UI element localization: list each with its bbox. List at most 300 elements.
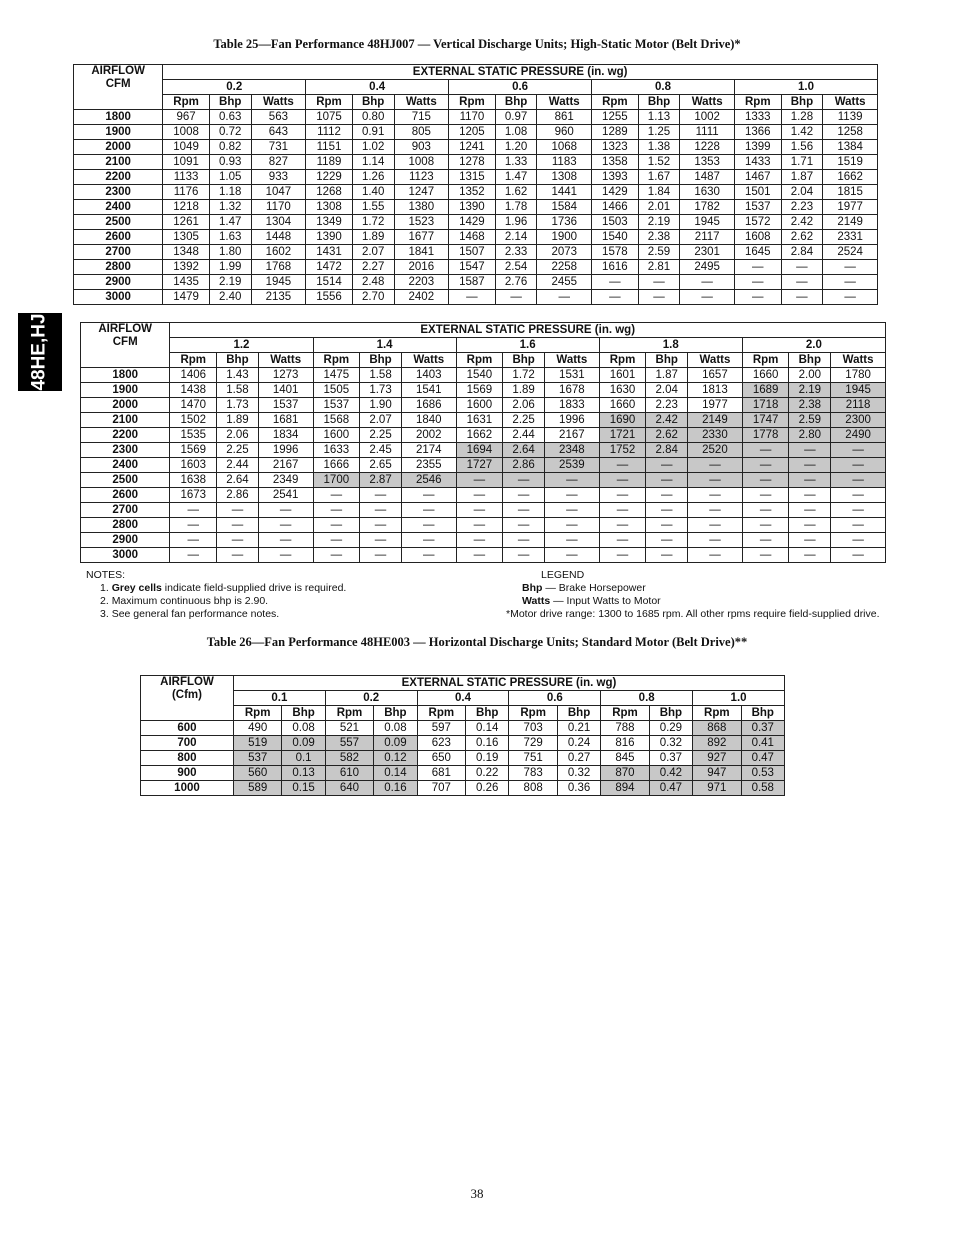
data-cell: 2300: [831, 413, 886, 428]
data-cell: 1268: [306, 185, 353, 200]
data-cell: 1.78: [495, 200, 537, 215]
column-header: Bhp: [360, 353, 402, 368]
table-row: [74, 110, 878, 125]
data-cell: 2330: [688, 428, 743, 443]
data-cell: —: [592, 290, 639, 305]
data-cell: —: [503, 488, 545, 503]
data-cell: 2.38: [638, 230, 680, 245]
data-cell: 1278: [449, 155, 496, 170]
data-cell: —: [781, 260, 823, 275]
data-cell: 0.26: [466, 781, 509, 796]
data-cell: —: [742, 533, 789, 548]
data-cell: 2.81: [638, 260, 680, 275]
airflow-cell: 2400: [74, 200, 163, 215]
data-cell: 2402: [394, 290, 449, 305]
data-cell: 1.25: [638, 125, 680, 140]
data-cell: 1630: [599, 383, 646, 398]
column-header: Rpm: [734, 95, 781, 110]
data-cell: 597: [417, 721, 465, 736]
data-cell: 2524: [823, 245, 878, 260]
data-cell: 1.89: [217, 413, 259, 428]
data-cell: 1.62: [495, 185, 537, 200]
data-cell: 1.58: [360, 368, 402, 383]
data-cell: 1241: [449, 140, 496, 155]
data-cell: 0.82: [209, 140, 251, 155]
airflow-label: AIRFLOW: [91, 65, 145, 77]
airflow-header: [74, 65, 163, 110]
table-row: [81, 368, 886, 383]
note-number: 3.: [100, 608, 112, 620]
data-cell: 1479: [163, 290, 210, 305]
data-cell: 1170: [251, 200, 306, 215]
data-cell: —: [313, 503, 360, 518]
cfm-label: CFM: [112, 336, 138, 348]
data-cell: 1945: [831, 383, 886, 398]
table-row: [81, 443, 886, 458]
data-cell: 1.02: [352, 140, 394, 155]
table-row: [81, 383, 886, 398]
airflow-cell: 600: [141, 721, 234, 736]
data-cell: 1392: [163, 260, 210, 275]
column-header: Bhp: [741, 706, 784, 721]
note-text: See general fan performance notes.: [111, 608, 280, 620]
data-cell: 1501: [734, 185, 781, 200]
data-cell: 1736: [537, 215, 592, 230]
data-cell: 1.72: [352, 215, 394, 230]
data-cell: 0.09: [374, 736, 417, 751]
data-cell: 1638: [170, 473, 217, 488]
data-cell: 1189: [306, 155, 353, 170]
note-text: Maximum continuous bhp is 2.90.: [111, 595, 269, 607]
data-cell: 1.08: [495, 125, 537, 140]
column-header: Bhp: [781, 95, 823, 110]
column-header: Bhp: [217, 353, 259, 368]
data-cell: 1523: [394, 215, 449, 230]
data-cell: 861: [537, 110, 592, 125]
notes-heading: NOTES:: [86, 569, 126, 581]
data-cell: —: [831, 488, 886, 503]
data-cell: —: [646, 488, 688, 503]
data-cell: 1666: [313, 458, 360, 473]
data-cell: —: [789, 488, 831, 503]
data-cell: 1569: [170, 443, 217, 458]
data-cell: 1.99: [209, 260, 251, 275]
data-cell: —: [503, 473, 545, 488]
data-cell: 1384: [823, 140, 878, 155]
data-cell: 1.40: [352, 185, 394, 200]
data-cell: 1.67: [638, 170, 680, 185]
data-cell: 0.15: [282, 781, 325, 796]
airflow-cell: 2800: [74, 260, 163, 275]
data-cell: 1645: [734, 245, 781, 260]
data-cell: 1.28: [781, 110, 823, 125]
data-cell: 2541: [258, 488, 313, 503]
legend-item: [522, 582, 886, 595]
column-header: Rpm: [170, 353, 217, 368]
data-cell: 2117: [680, 230, 735, 245]
data-cell: 1047: [251, 185, 306, 200]
airflow-cell: 2100: [81, 413, 170, 428]
airflow-cell: 2500: [81, 473, 170, 488]
data-cell: 1662: [456, 428, 503, 443]
data-cell: —: [688, 503, 743, 518]
data-cell: 1768: [251, 260, 306, 275]
data-cell: —: [401, 548, 456, 563]
data-cell: 1393: [592, 170, 639, 185]
data-cell: 1353: [680, 155, 735, 170]
data-cell: 1630: [680, 185, 735, 200]
esp-header: EXTERNAL STATIC PRESSURE (in. wg): [170, 323, 886, 338]
table-row: [74, 245, 878, 260]
column-header: Bhp: [503, 353, 545, 368]
airflow-cell: 700: [141, 736, 234, 751]
legend-term: Bhp: [522, 582, 543, 594]
data-cell: 0.13: [282, 766, 325, 781]
data-cell: 960: [537, 125, 592, 140]
data-cell: —: [734, 290, 781, 305]
data-cell: —: [456, 518, 503, 533]
data-cell: 2.59: [638, 245, 680, 260]
column-header: Watts: [401, 353, 456, 368]
data-cell: 0.63: [209, 110, 251, 125]
data-cell: 0.80: [352, 110, 394, 125]
data-cell: 1540: [592, 230, 639, 245]
table25-notes: [86, 569, 346, 621]
data-cell: 1403: [401, 368, 456, 383]
data-cell: 1431: [306, 245, 353, 260]
data-cell: 1008: [394, 155, 449, 170]
column-header: Bhp: [352, 95, 394, 110]
data-cell: —: [217, 533, 259, 548]
data-cell: 1.89: [352, 230, 394, 245]
data-cell: 1.33: [495, 155, 537, 170]
column-header: Rpm: [306, 95, 353, 110]
data-cell: 1435: [163, 275, 210, 290]
data-cell: 2.87: [360, 473, 402, 488]
data-cell: 557: [325, 736, 373, 751]
data-cell: 731: [251, 140, 306, 155]
data-cell: 1.52: [638, 155, 680, 170]
data-cell: 589: [233, 781, 281, 796]
airflow-cell: 2000: [81, 398, 170, 413]
data-cell: 1540: [456, 368, 503, 383]
data-cell: —: [831, 518, 886, 533]
data-cell: 1470: [170, 398, 217, 413]
data-cell: 1.96: [495, 215, 537, 230]
table-row: [141, 736, 785, 751]
data-cell: —: [688, 488, 743, 503]
airflow-cell: 2200: [81, 428, 170, 443]
data-cell: —: [742, 458, 789, 473]
data-cell: —: [258, 548, 313, 563]
data-cell: 1840: [401, 413, 456, 428]
legend-term: Watts: [522, 595, 551, 607]
data-cell: 1380: [394, 200, 449, 215]
data-cell: —: [789, 458, 831, 473]
data-cell: 0.08: [282, 721, 325, 736]
data-cell: 1600: [313, 428, 360, 443]
data-cell: 2.33: [495, 245, 537, 260]
data-cell: 1438: [170, 383, 217, 398]
data-cell: 2.62: [646, 428, 688, 443]
airflow-cell: 2900: [81, 533, 170, 548]
column-header: Rpm: [456, 353, 503, 368]
column-header: Bhp: [495, 95, 537, 110]
data-cell: 610: [325, 766, 373, 781]
data-cell: —: [170, 533, 217, 548]
data-cell: 1.20: [495, 140, 537, 155]
note-number: 1.: [100, 582, 112, 594]
data-cell: 1996: [258, 443, 313, 458]
pressure-header: 1.0: [693, 691, 785, 706]
data-cell: 1572: [734, 215, 781, 230]
data-cell: 2.84: [781, 245, 823, 260]
data-cell: 1657: [688, 368, 743, 383]
data-cell: 1633: [313, 443, 360, 458]
table25-title: Table 25—Fan Performance 48HJ007 — Vertical Discharge Units; High-Static Motor (Belt Drive)*: [213, 37, 741, 51]
data-cell: 2.04: [781, 185, 823, 200]
column-header: Rpm: [592, 95, 639, 110]
data-cell: —: [638, 290, 680, 305]
column-header: Watts: [258, 353, 313, 368]
data-cell: 2301: [680, 245, 735, 260]
column-header: Rpm: [325, 706, 373, 721]
data-cell: 1568: [313, 413, 360, 428]
table-row: [74, 170, 878, 185]
column-header: Watts: [394, 95, 449, 110]
pressure-header: 0.2: [325, 691, 417, 706]
data-cell: 0.22: [466, 766, 509, 781]
data-cell: 1.90: [360, 398, 402, 413]
column-header: Bhp: [646, 353, 688, 368]
data-cell: 1841: [394, 245, 449, 260]
data-cell: 2.45: [360, 443, 402, 458]
data-cell: —: [599, 503, 646, 518]
data-cell: 2.59: [789, 413, 831, 428]
airflow-cell: 2300: [81, 443, 170, 458]
column-header: Bhp: [466, 706, 509, 721]
data-cell: —: [781, 275, 823, 290]
side-tab-label: 48HE,HJ: [29, 313, 51, 391]
airflow-cell: 800: [141, 751, 234, 766]
data-cell: 1616: [592, 260, 639, 275]
data-cell: —: [789, 518, 831, 533]
data-cell: —: [456, 533, 503, 548]
data-cell: 827: [251, 155, 306, 170]
pressure-header: 0.8: [592, 80, 735, 95]
column-header: Rpm: [313, 353, 360, 368]
table-row: [74, 155, 878, 170]
data-cell: 1139: [823, 110, 878, 125]
data-cell: —: [831, 503, 886, 518]
data-cell: —: [170, 548, 217, 563]
data-cell: 2.80: [789, 428, 831, 443]
data-cell: —: [680, 290, 735, 305]
data-cell: 2.06: [503, 398, 545, 413]
data-cell: 1170: [449, 110, 496, 125]
column-header: Rpm: [601, 706, 649, 721]
legend-footnote: *Motor drive range: 1300 to 1685 rpm. All other rpms require field-supplied drive.: [506, 608, 880, 620]
data-cell: 1815: [823, 185, 878, 200]
data-cell: —: [217, 503, 259, 518]
data-cell: 563: [251, 110, 306, 125]
data-cell: —: [503, 548, 545, 563]
data-cell: 707: [417, 781, 465, 796]
data-cell: 1075: [306, 110, 353, 125]
data-cell: 1678: [545, 383, 600, 398]
page-number: 38: [470, 1186, 484, 1201]
data-cell: 2118: [831, 398, 886, 413]
data-cell: —: [360, 518, 402, 533]
data-cell: —: [646, 503, 688, 518]
data-cell: 0.14: [374, 766, 417, 781]
data-cell: 1631: [456, 413, 503, 428]
table-row: [81, 548, 886, 563]
data-cell: —: [789, 473, 831, 488]
data-cell: 2.64: [503, 443, 545, 458]
data-cell: —: [545, 533, 600, 548]
data-cell: 1502: [170, 413, 217, 428]
table-row: [81, 533, 886, 548]
data-cell: 0.47: [741, 751, 784, 766]
pressure-header: 0.4: [306, 80, 449, 95]
data-cell: 1151: [306, 140, 353, 155]
data-cell: 1433: [734, 155, 781, 170]
data-cell: 1587: [449, 275, 496, 290]
data-cell: 2.25: [360, 428, 402, 443]
column-header: Watts: [823, 95, 878, 110]
data-cell: 1601: [599, 368, 646, 383]
data-cell: 2.07: [352, 245, 394, 260]
data-cell: 2149: [688, 413, 743, 428]
column-header: Rpm: [233, 706, 281, 721]
table25-part1: [73, 64, 878, 305]
data-cell: 1352: [449, 185, 496, 200]
data-cell: —: [688, 533, 743, 548]
data-cell: 2.19: [638, 215, 680, 230]
data-cell: —: [646, 458, 688, 473]
column-header: Watts: [680, 95, 735, 110]
airflow-label: AIRFLOW: [98, 323, 153, 335]
note-item: [86, 608, 346, 621]
section-side-tab: [18, 313, 62, 391]
data-cell: 2.23: [781, 200, 823, 215]
airflow-cell: 2700: [74, 245, 163, 260]
table-row: [74, 125, 878, 140]
data-cell: 903: [394, 140, 449, 155]
airflow-header: [141, 676, 234, 721]
airflow-cell: 1800: [74, 110, 163, 125]
data-cell: —: [599, 458, 646, 473]
data-cell: 1.47: [209, 215, 251, 230]
table-row: [81, 428, 886, 443]
data-cell: —: [401, 533, 456, 548]
column-header: Bhp: [374, 706, 417, 721]
column-header: Rpm: [693, 706, 741, 721]
column-header: Rpm: [509, 706, 557, 721]
column-header: Bhp: [789, 353, 831, 368]
data-cell: 1273: [258, 368, 313, 383]
data-cell: —: [646, 518, 688, 533]
data-cell: 1.84: [638, 185, 680, 200]
note-item: [86, 595, 346, 608]
data-cell: —: [360, 533, 402, 548]
data-cell: 1721: [599, 428, 646, 443]
table-row: [81, 413, 886, 428]
data-cell: —: [823, 260, 878, 275]
data-cell: 2149: [823, 215, 878, 230]
table-row: [74, 200, 878, 215]
data-cell: 2.07: [360, 413, 402, 428]
data-cell: 1472: [306, 260, 353, 275]
data-cell: —: [170, 518, 217, 533]
data-cell: 1694: [456, 443, 503, 458]
data-cell: 2174: [401, 443, 456, 458]
data-cell: 1.43: [217, 368, 259, 383]
airflow-cell: 2500: [74, 215, 163, 230]
data-cell: 490: [233, 721, 281, 736]
airflow-cell: 2100: [74, 155, 163, 170]
data-cell: 2490: [831, 428, 886, 443]
data-cell: 0.53: [741, 766, 784, 781]
data-cell: 1.71: [781, 155, 823, 170]
data-cell: 2539: [545, 458, 600, 473]
data-cell: —: [688, 458, 743, 473]
table25-legend: [506, 569, 886, 621]
data-cell: —: [781, 290, 823, 305]
data-cell: 1747: [742, 413, 789, 428]
data-cell: 1.58: [217, 383, 259, 398]
data-cell: 2.84: [646, 443, 688, 458]
data-cell: 1112: [306, 125, 353, 140]
data-cell: 537: [233, 751, 281, 766]
column-header: Watts: [537, 95, 592, 110]
data-cell: —: [688, 548, 743, 563]
data-cell: 2.64: [217, 473, 259, 488]
data-cell: 1308: [306, 200, 353, 215]
pressure-header: 0.6: [509, 691, 601, 706]
data-cell: 2.86: [503, 458, 545, 473]
data-cell: 1.73: [217, 398, 259, 413]
data-cell: 1308: [537, 170, 592, 185]
data-cell: 1900: [537, 230, 592, 245]
table-row: [81, 473, 886, 488]
data-cell: 1366: [734, 125, 781, 140]
table-row: [81, 518, 886, 533]
data-cell: 1390: [449, 200, 496, 215]
data-cell: 1673: [170, 488, 217, 503]
data-cell: 0.41: [741, 736, 784, 751]
data-cell: 1.13: [638, 110, 680, 125]
note-number: 2.: [100, 595, 112, 607]
column-header: Bhp: [638, 95, 680, 110]
table-row: [74, 230, 878, 245]
data-cell: 870: [601, 766, 649, 781]
data-cell: 1261: [163, 215, 210, 230]
data-cell: 2.19: [789, 383, 831, 398]
data-cell: 1133: [163, 170, 210, 185]
data-cell: —: [592, 275, 639, 290]
data-cell: 2167: [258, 458, 313, 473]
data-cell: 0.91: [352, 125, 394, 140]
data-cell: 1399: [734, 140, 781, 155]
data-cell: 2.27: [352, 260, 394, 275]
data-cell: 927: [693, 751, 741, 766]
data-cell: —: [545, 548, 600, 563]
table26: [140, 675, 785, 796]
data-cell: 1.26: [352, 170, 394, 185]
data-cell: 1778: [742, 428, 789, 443]
